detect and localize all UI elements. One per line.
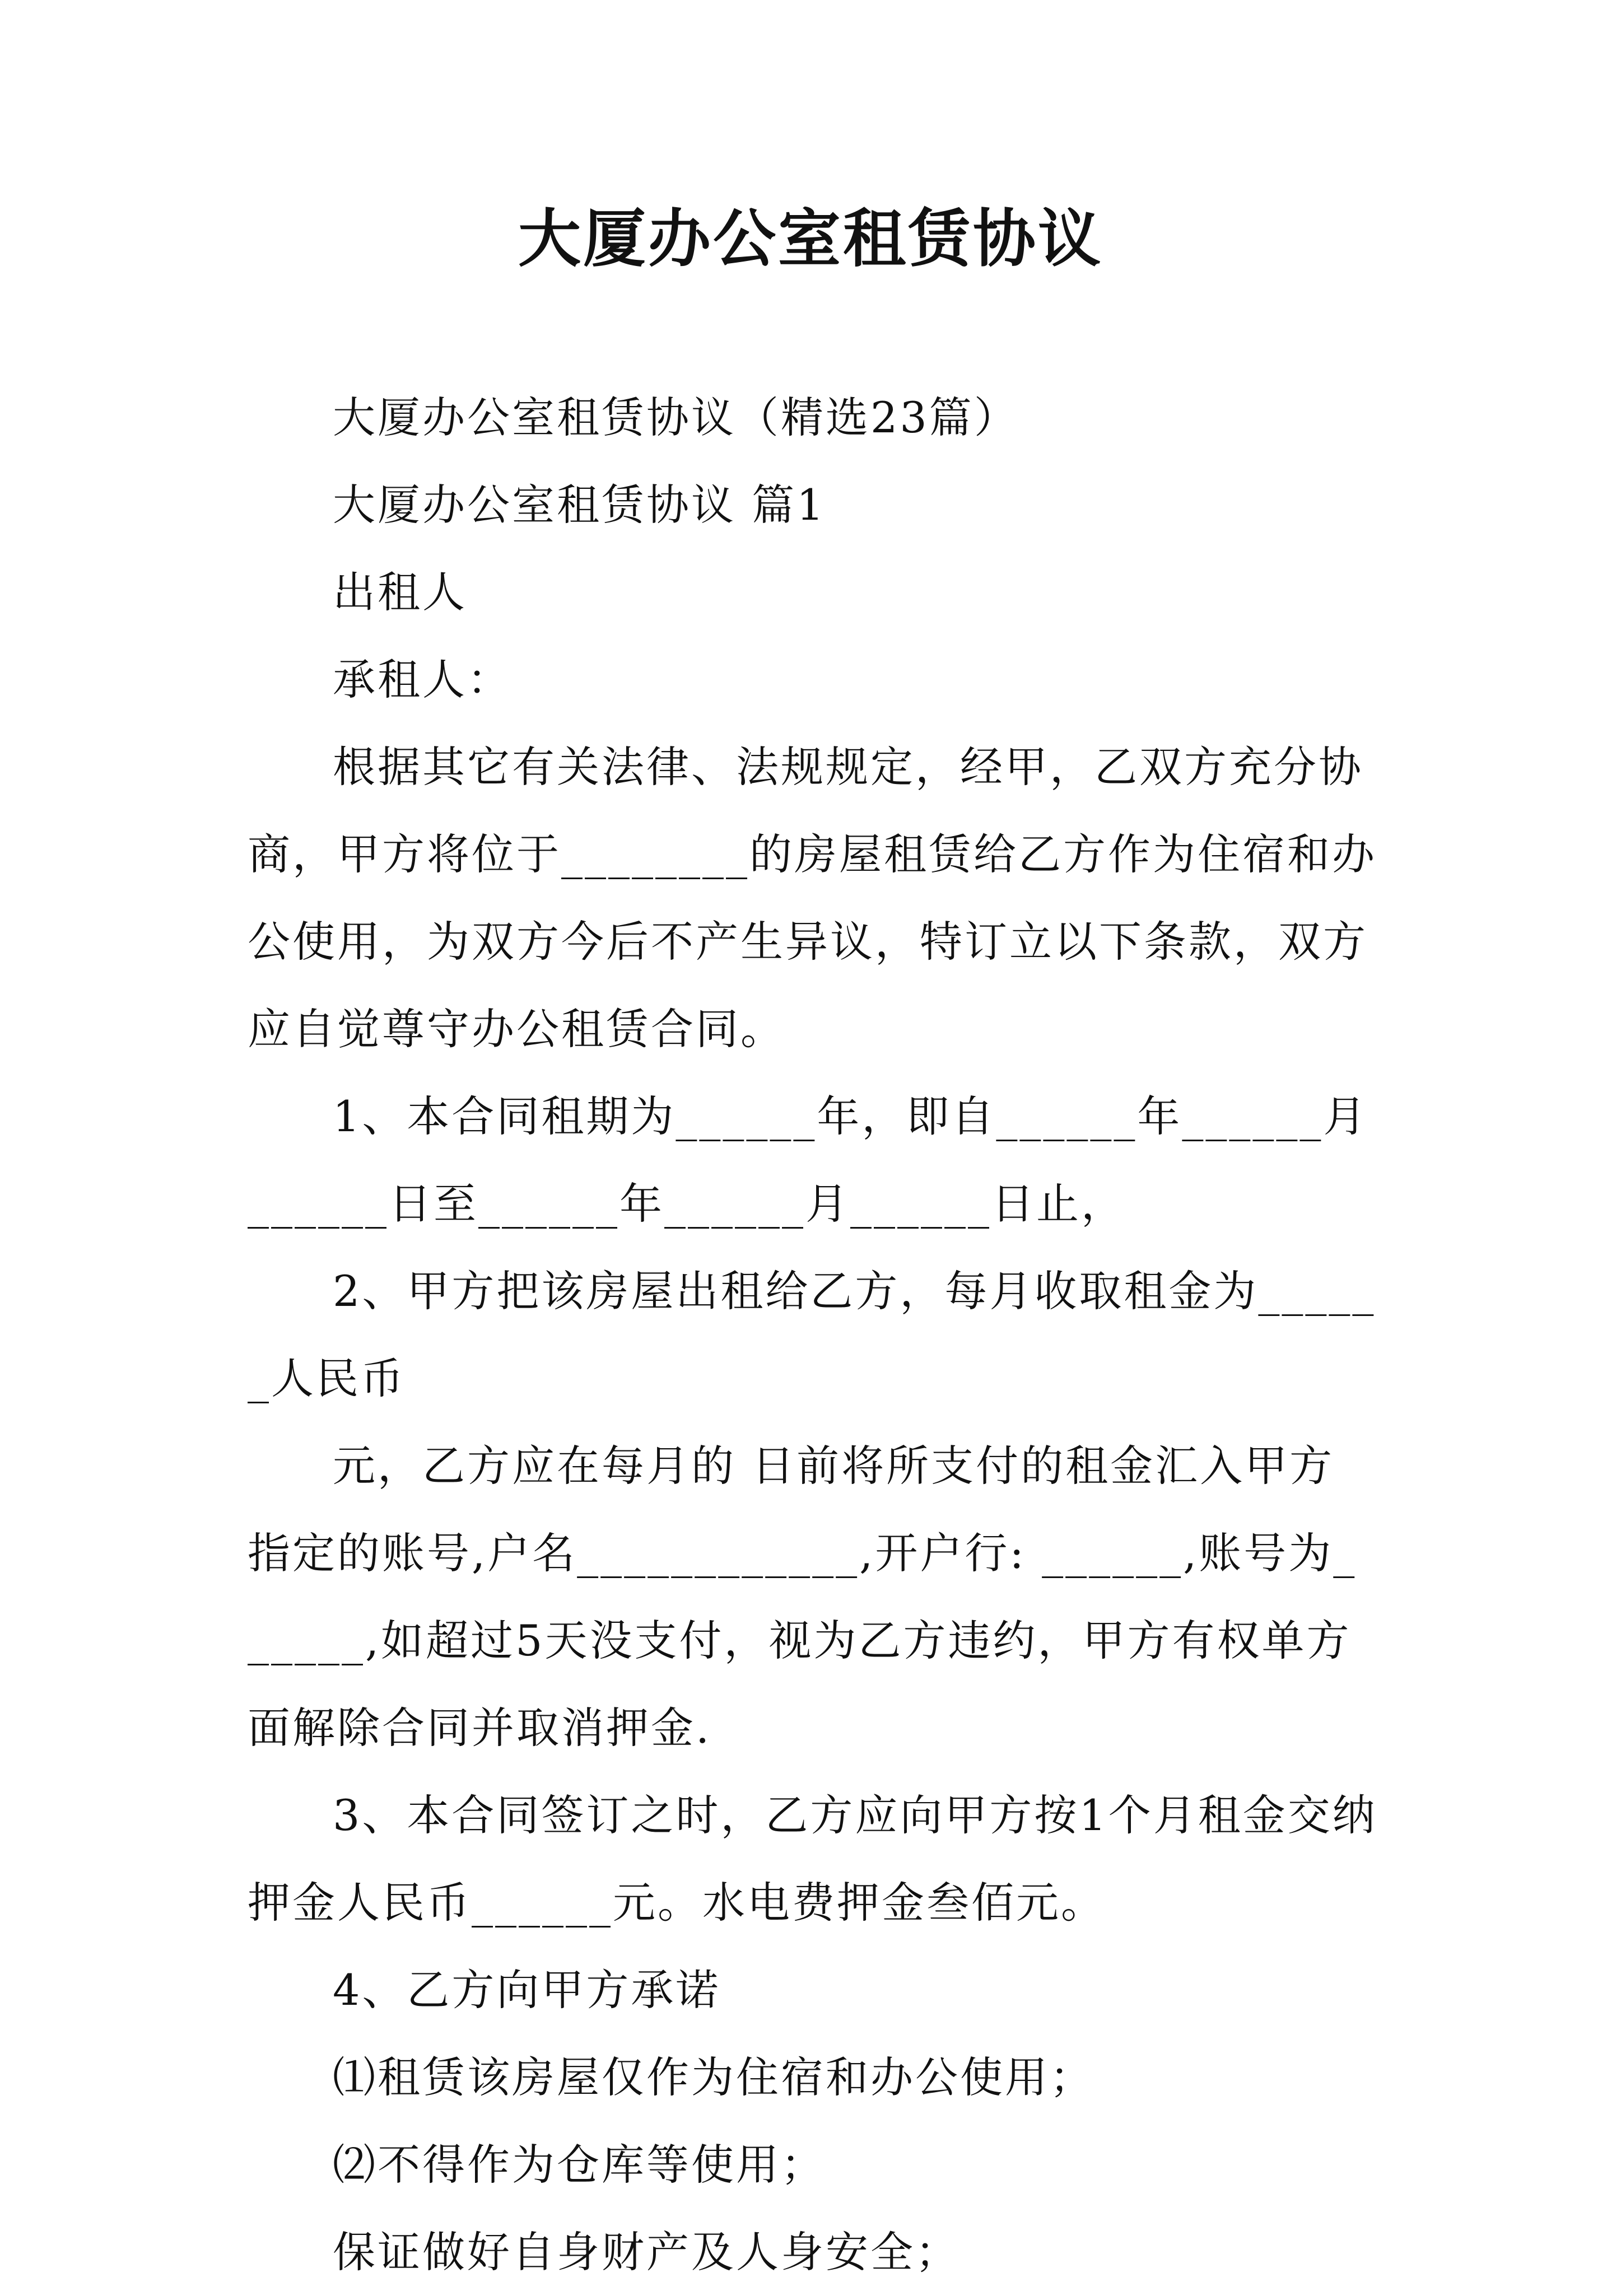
clause-2-paragraph: 2、甲方把该房屋出租给乙方，每月收取租金为______人民币 — [248, 1266, 1376, 1403]
clause-4-heading: 4、乙方向甲方承诺 — [333, 1965, 721, 2015]
clause-4-item-3: 保证做好自身财产及人身安全； — [333, 2227, 960, 2277]
clause-3-paragraph: 3、本合同签订之时，乙方应向甲方按1个月租金交纳押金人民币______元。水电费押金叁佰元。 — [248, 1790, 1377, 1928]
document-title: 大厦办公室租赁协议 — [518, 203, 1103, 276]
section-heading: 大厦办公室租赁协议 篇1 — [333, 480, 826, 530]
subtitle-paragraph: 大厦办公室租赁协议（精选23篇） — [333, 393, 1019, 442]
preamble-paragraph: 根据其它有关法律、法规规定，经甲，乙双方充分协商，甲方将位于________的房屋租赁给乙方作为住宿和办公使用，为双方今后不产生异议，特订立以下条款，双方应自觉尊守办公租赁合同。 — [248, 742, 1377, 1054]
clause-1-paragraph: 1、本合同租期为______年，即自______年______月______日至______年______月______日止， — [248, 1091, 1368, 1229]
clause-4-item-1: ⑴租赁该房屋仅作为住宿和办公使用； — [333, 2052, 1094, 2102]
clause-4-item-2: ⑵不得作为仓库等使用； — [333, 2140, 826, 2190]
document-body — [248, 374, 1379, 2296]
payment-paragraph: 元，乙方应在每月的 日前将所支付的租金汇入甲方指定的账号,户名____________,开户行: ______,账号为______,如超过5天没支付，视为乙方违约，甲方有权单方面解除合同并取消押金. — [248, 1441, 1357, 1753]
lessee-line: 承租人： — [333, 655, 512, 704]
lessor-line: 出租人 — [333, 567, 467, 617]
